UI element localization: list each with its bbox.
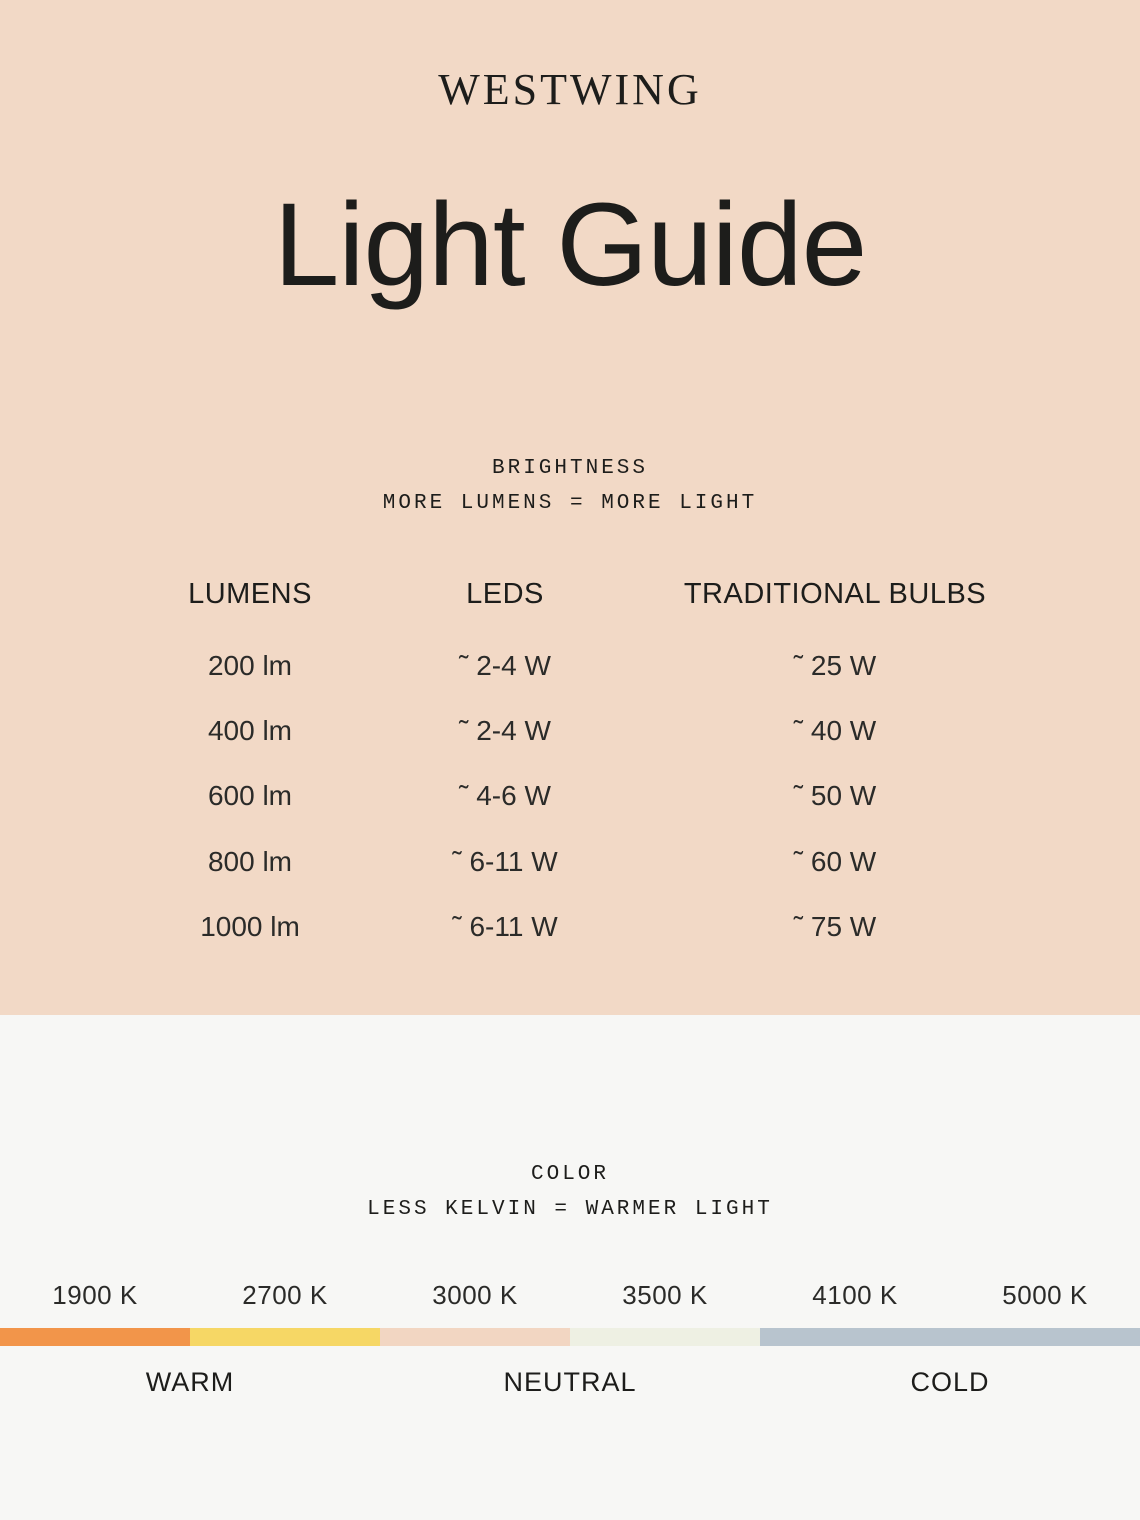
scale-label-cold: COLD — [910, 1367, 990, 1397]
column-header-traditional-bulbs: TRADITIONAL BULBS — [683, 578, 987, 610]
color-temperature-bar — [0, 1328, 1140, 1346]
cell-traditional: ˜ 75 W — [793, 910, 877, 942]
table-row — [120, 829, 1040, 894]
column-header-leds: LEDS — [466, 578, 544, 610]
cell-lumens: 800 lm — [207, 845, 293, 877]
cell-traditional: ˜ 50 W — [793, 780, 877, 812]
cell-lumens: 600 lm — [207, 780, 293, 812]
brightness-heading — [0, 452, 1140, 521]
brightness-table — [120, 572, 1040, 959]
cell-leds: ˜ 6-11 W — [452, 910, 558, 942]
color-swatch-1900k — [0, 1328, 190, 1346]
cell-leds: ˜ 6-11 W — [452, 845, 558, 877]
table-row — [120, 894, 1040, 959]
color-section — [0, 1015, 1140, 1520]
color-swatch-5000k — [950, 1328, 1140, 1346]
column-header-lumens: LUMENS — [188, 578, 312, 610]
cell-leds: ˜ 4-6 W — [459, 780, 551, 812]
color-heading — [0, 1158, 1140, 1227]
color-swatch-3500k — [570, 1328, 760, 1346]
cell-traditional: ˜ 60 W — [793, 845, 877, 877]
table-header-row — [120, 572, 1040, 633]
kelvin-label: 3500 K — [622, 1280, 708, 1310]
color-heading-line1: COLOR — [530, 1163, 609, 1186]
scale-label-warm: WARM — [145, 1367, 235, 1397]
table-row — [120, 633, 1040, 698]
kelvin-label: 2700 K — [242, 1280, 328, 1310]
scale-label-neutral: NEUTRAL — [503, 1367, 637, 1397]
color-swatch-4100k — [760, 1328, 950, 1346]
kelvin-label: 1900 K — [52, 1280, 138, 1310]
kelvin-label: 3000 K — [432, 1280, 518, 1310]
page-title: Light Guide — [273, 179, 867, 311]
cell-lumens: 400 lm — [207, 715, 293, 747]
color-heading-line2: LESS KELVIN = WARMER LIGHT — [367, 1197, 773, 1221]
table-row — [120, 763, 1040, 828]
color-scale-labels — [0, 1367, 1140, 1398]
table-row — [120, 698, 1040, 763]
color-swatch-2700k — [190, 1328, 380, 1346]
cell-lumens: 200 lm — [207, 650, 293, 681]
brand-title: WESTWING — [438, 65, 702, 114]
brightness-heading-line2: MORE LUMENS = MORE LIGHT — [382, 491, 758, 515]
kelvin-labels — [0, 1280, 1140, 1311]
kelvin-label: 5000 K — [1002, 1280, 1088, 1310]
brightness-heading-line1: BRIGHTNESS — [491, 457, 649, 480]
cell-traditional: ˜ 25 W — [793, 650, 877, 681]
cell-leds: ˜ 2-4 W — [459, 650, 551, 681]
kelvin-label: 4100 K — [812, 1280, 898, 1310]
table-body — [120, 633, 1040, 959]
color-swatch-3000k — [380, 1328, 570, 1346]
cell-leds: ˜ 2-4 W — [459, 715, 551, 747]
cell-lumens: 1000 lm — [200, 910, 300, 942]
cell-traditional: ˜ 40 W — [793, 715, 877, 747]
